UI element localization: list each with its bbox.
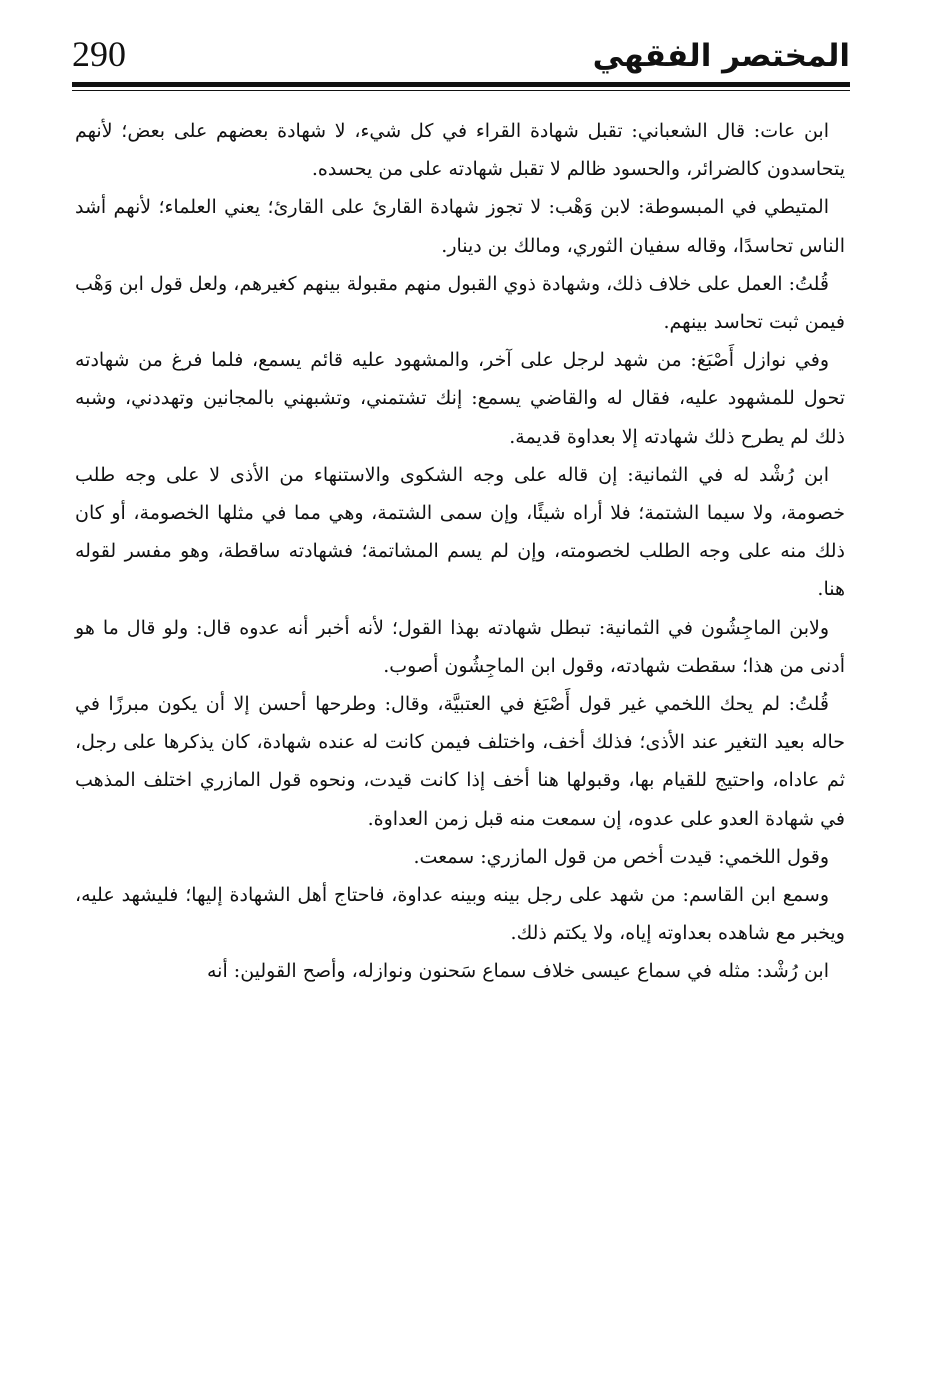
paragraph: قُلتُ: لم يحك اللخمي غير قول أَصْبَغ في العتبيَّة، وقال: وطرحها أحسن إلا أن يكون مبرزًا في حاله بعيد التغير عند الأذى؛ فذلك أخف، واختلف فيمن كانت له عنده شهادة، كان يذكرها على رجل، ثم عاداه، واحتيج للقيام بها، وقبولها هنا أخف إذا كانت قيدت، ونحوه قول المازري اختلف المذهب في شهادة العدو على عدوه، إن سمعت منه قبل زمن العداوة. bbox=[75, 693, 845, 830]
paragraph: ولابن الماجِشُون في الثمانية: تبطل شهادته بهذا القول؛ لأنه أخبر أنه عدوه قال: ولو قال ما هو أدنى من هذا؛ سقطت شهادته، وقول ابن الماجِشُون أصوب. bbox=[75, 616, 845, 677]
header-rule-thick bbox=[72, 82, 850, 87]
paragraph: وسمع ابن القاسم: من شهد على رجل بينه وبينه عداوة، فاحتاج أهل الشهادة إليها؛ فليشهد عليه، ويخبر مع شاهده بعداوته إياه، ولا يكتم ذلك. bbox=[75, 884, 845, 945]
page-number: 290 bbox=[72, 34, 126, 74]
paragraph: ابن رُشْد: مثله في سماع عيسى خلاف سماع سَحنون ونوازله، وأصح القولين: أنه bbox=[207, 960, 829, 983]
paragraph: وفي نوازل أَصْبَغ: من شهد لرجل على آخر، والمشهود عليه قائم يسمع، فلما فرغ من شهادته تحول للمشهود عليه، فقال له والقاضي يسمع: إنك تشتمني، وتشبهني بالمجانين وتهددني، وشبه ذلك لم يطرح ذلك شهادته إلا بعداوة قديمة. bbox=[75, 349, 845, 448]
running-title: المختصر الفقهي bbox=[592, 38, 850, 74]
body-text bbox=[75, 112, 845, 991]
paragraph: قُلتُ: العمل على خلاف ذلك، وشهادة ذوي القبول منهم مقبولة بينهم كغيرهم، ولعل قول ابن وَهْب فيمن ثبت تحاسد بينهم. bbox=[75, 272, 845, 334]
paragraph: المتيطي في المبسوطة: لابن وَهْب: لا تجوز شهادة القارئ على القارئ؛ يعني العلماء؛ لأنهم أشد الناس تحاسدًا، وقاله سفيان الثوري، ومالك بن دينار. bbox=[75, 196, 845, 257]
paragraph: ابن عات: قال الشعباني: تقبل شهادة القراء في كل شيء، لا شهادة بعضهم على بعض؛ لأنهم يتحاسدون كالضرائر، والحسود ظالم لا تقبل شهادته على من يحسده. bbox=[75, 120, 845, 181]
paragraph: ابن رُشْد له في الثمانية: إن قاله على وجه الشكوى والاستنهاء من الأذى لا على وجه طلب خصومة، ولا سيما الشتمة؛ فلا أراه شيئًا، وإن سمى الشتمة، وهي مما في مثلها الخصومة، أو كان ذلك منه على وجه الطلب لخصومته، وإن لم يسم المشاتمة؛ فشهادته ساقطة، وهو مفسر لقوله هنا. bbox=[75, 463, 845, 601]
paragraph: وقول اللخمي: قيدت أخص من قول المازري: سمعت. bbox=[413, 845, 829, 868]
header-rule-thin bbox=[72, 90, 850, 91]
page-header bbox=[72, 34, 850, 82]
